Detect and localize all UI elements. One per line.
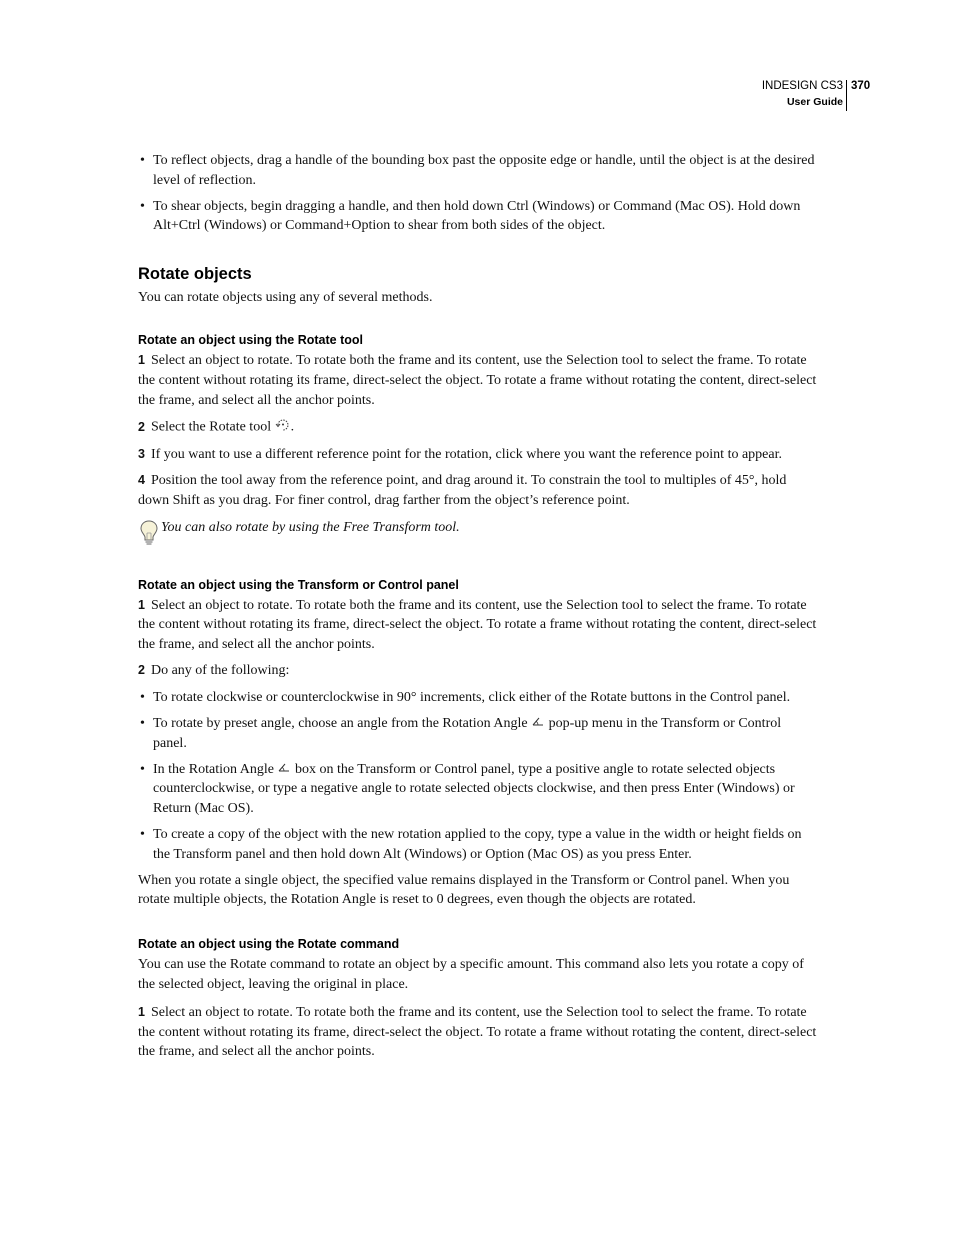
list-item	[138, 714, 818, 753]
step-text: Do any of the following:	[150, 663, 290, 679]
section-title: Rotate objects	[138, 264, 252, 283]
rotation-angle-icon	[277, 760, 291, 780]
reflect-bullet-text: To reflect objects, drag a handle of the bounding box past the opposite edge or handle, until the object is at the desired level of reflection.	[153, 153, 815, 188]
header-divider	[846, 80, 847, 111]
bullet-marker: •	[140, 827, 145, 843]
step-item	[138, 351, 818, 410]
closing-paragraph: When you rotate a single object, the specified value remains displayed in the Transform or Control panel. When you rotate multiple objects, the Rotation Angle is reset to 0 degrees, even though the objects are rotated.	[138, 872, 790, 908]
bullet-marker: •	[140, 153, 145, 168]
rotate-command-heading: Rotate an object using the Rotate command	[138, 936, 400, 951]
header-product: INDESIGN CS3	[761, 80, 843, 92]
bullet-text: In the Rotation Angle	[153, 761, 274, 777]
rotation-angle-icon	[531, 714, 545, 734]
page-body	[138, 151, 818, 1069]
bullet-text: To rotate by preset angle, choose an angle from the Rotation Angle	[153, 716, 528, 732]
bullet-marker: •	[140, 761, 145, 777]
step-item	[138, 417, 818, 438]
bullet-text-end: box on the Transform or Control panel, type a positive angle to rotate selected objects counterclockwise, or type a negative angle to rotate selected objects clockwise, and then press Enter (Windows) or Return (Mac OS).	[153, 761, 795, 816]
step-text-end: .	[290, 419, 295, 435]
rotate-command-intro: You can use the Rotate command to rotate an object by a specific amount. This command also lets you rotate a copy of the selected object, leaving the original in place.	[138, 956, 804, 992]
bullet-marker: •	[140, 690, 145, 705]
list-item	[138, 760, 818, 819]
bullet-marker: •	[140, 198, 145, 214]
step-text: Select an object to rotate. To rotate both the frame and its content, use the Selection tool to select the frame. To rotate the content without rotating its frame, direct-select the object. To rotate a frame without rotating the content, direct-select the frame, and select all the anchor points.	[138, 597, 817, 652]
step-number: 1	[138, 353, 145, 368]
transform-panel-heading: Rotate an object using the Transform or Control panel	[138, 577, 459, 592]
step-item	[138, 445, 818, 465]
list-item	[138, 197, 818, 236]
step-number: 1	[138, 1005, 145, 1020]
step-text: Select an object to rotate. To rotate both the frame and its content, use the Selection tool to select the frame. To rotate the content without rotating its frame, direct-select the object. To rotate a frame without rotating the content, direct-select the frame, and select all the anchor points.	[138, 353, 817, 408]
step-number: 2	[138, 663, 145, 678]
rotate-tool-heading: Rotate an object using the Rotate tool	[138, 333, 364, 348]
section-intro: You can rotate objects using any of several methods.	[138, 289, 433, 305]
list-item	[138, 688, 818, 708]
step-item	[138, 1003, 818, 1062]
step-number: 4	[138, 473, 145, 488]
step-number: 3	[138, 446, 145, 461]
step-text: Select an object to rotate. To rotate both the frame and its content, use the Selection tool to select the frame. To rotate the content without rotating its frame, direct-select the object. To rotate a frame without rotating the content, direct-select the frame, and select all the anchor points.	[138, 1005, 817, 1060]
step-item	[138, 471, 818, 510]
bullet-marker: •	[140, 716, 145, 732]
page-number: 370	[851, 80, 871, 92]
bullet-text-end: pop-up menu in the Transform or Control panel.	[153, 716, 782, 751]
step-text: Select the Rotate tool	[150, 419, 272, 435]
tip-text: You can also rotate by using the Free Transform tool.	[161, 519, 460, 535]
lightbulb-icon	[139, 519, 159, 547]
header-guide: User Guide	[786, 96, 843, 108]
bullet-text: To rotate clockwise or counterclockwise in 90° increments, click either of the Rotate buttons in the Control panel.	[153, 690, 791, 705]
step-number: 1	[138, 597, 145, 612]
step-number: 2	[138, 419, 145, 434]
step-text: Position the tool away from the reference point, and drag around it. To constrain the tool to multiples of 45°, hold down Shift as you drag. For finer control, drag farther from the object’s reference point.	[138, 473, 787, 509]
list-item	[138, 825, 818, 864]
step-text: If you want to use a different reference point for the rotation, click where you want the reference point to appear.	[150, 446, 782, 462]
list-item	[138, 151, 818, 190]
rotate-tool-icon	[275, 417, 291, 438]
step-item	[138, 661, 818, 681]
shear-bullet-text: To shear objects, begin dragging a handle, and then hold down Ctrl (Windows) or Command (Mac OS). Hold down Alt+Ctrl (Windows) or Command+Option to shear from both sides of the object.	[153, 198, 801, 234]
bullet-text: To create a copy of the object with the new rotation applied to the copy, type a value in the width or height fields on the Transform panel and then hold down Alt (Windows) or Option (Mac OS) as you press Enter.	[153, 827, 802, 862]
step-item	[138, 596, 818, 655]
tip-note	[138, 518, 818, 546]
